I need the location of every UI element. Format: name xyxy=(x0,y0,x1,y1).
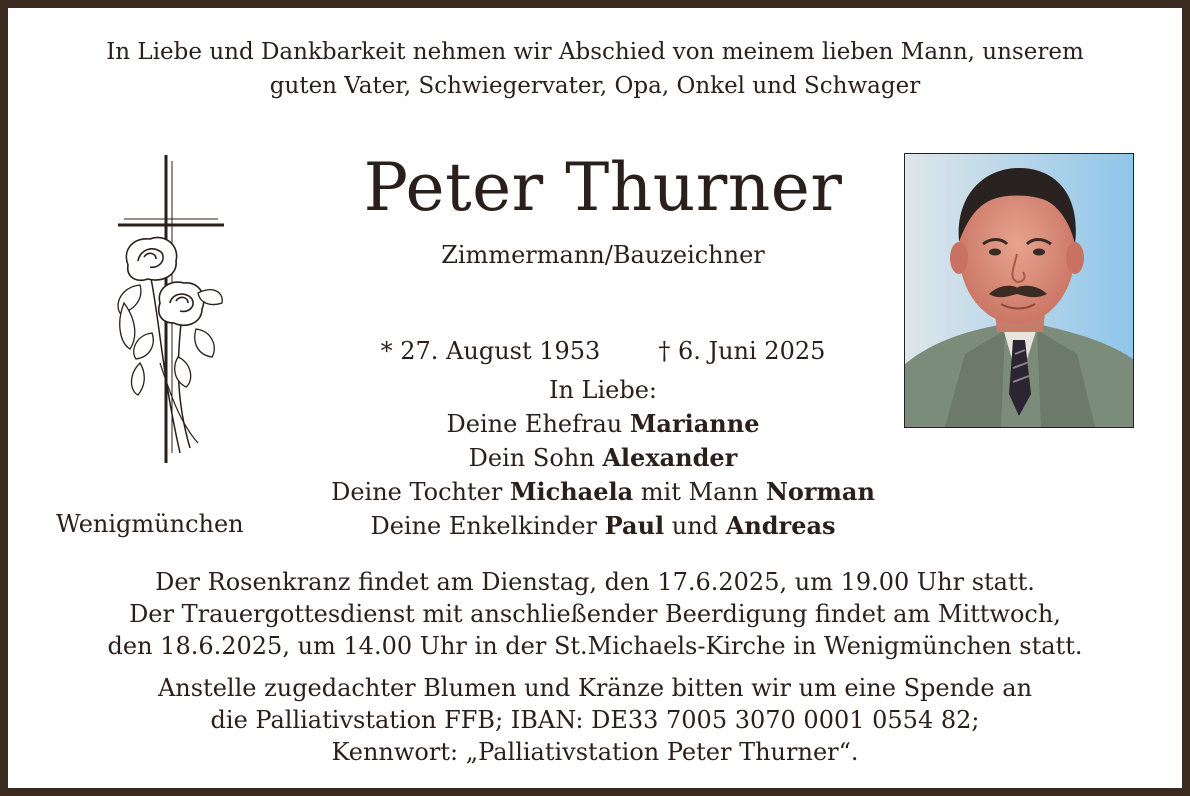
family-heading: In Liebe: xyxy=(548,376,658,404)
donation-notice xyxy=(8,672,1182,768)
birth-date: * 27. August 1953 xyxy=(380,337,601,365)
relative-name: Paul xyxy=(604,511,665,540)
death-date: † 6. Juni 2025 xyxy=(658,337,826,365)
donation-line: Kennwort: „Palliativstation Peter Thurner“. xyxy=(331,738,859,766)
service-details xyxy=(8,566,1182,662)
service-line: Der Trauergottesdienst mit anschließender Beerdigung findet am Mittwoch, xyxy=(129,600,1061,628)
service-line: Der Rosenkranz findet am Dienstag, den 17.6.2025, um 19.00 Uhr statt. xyxy=(155,568,1035,596)
family-list xyxy=(268,374,938,543)
relative-name: Alexander xyxy=(602,443,738,472)
relative-name: Michaela xyxy=(509,477,634,506)
family-row xyxy=(268,509,938,543)
relative-name: Andreas xyxy=(725,511,836,540)
donation-line: die Palliativstation FFB; IBAN: DE33 7005 3070 0001 0554 82; xyxy=(210,706,980,734)
family-row xyxy=(268,407,938,441)
intro-text xyxy=(8,35,1182,103)
cross-with-roses-icon xyxy=(100,153,230,473)
obituary-card xyxy=(8,8,1182,788)
family-row xyxy=(268,441,938,475)
intro-line: In Liebe und Dankbarkeit nehmen wir Abschied von meinem lieben Mann, unserem xyxy=(106,39,1084,65)
relative-name: Marianne xyxy=(629,409,760,438)
life-dates xyxy=(348,334,858,368)
relation-text: mit Mann xyxy=(633,478,766,506)
relation-text: Deine Ehefrau xyxy=(446,410,630,438)
portrait-photo-image xyxy=(905,154,1133,427)
relative-name: Norman xyxy=(765,477,875,506)
relation-text: und xyxy=(664,512,726,540)
deceased-profession: Zimmermann/Bauzeichner xyxy=(441,241,765,269)
relation-text: Deine Enkelkinder xyxy=(370,512,605,540)
intro-line: guten Vater, Schwiegervater, Opa, Onkel und Schwager xyxy=(269,73,921,99)
relation-text: Dein Sohn xyxy=(468,444,603,472)
deceased-name: Peter Thurner xyxy=(363,149,843,226)
place-name: Wenigmünchen xyxy=(56,510,244,538)
portrait-photo xyxy=(904,153,1134,428)
donation-line: Anstelle zugedachter Blumen und Kränze bitten wir um eine Spende an xyxy=(157,674,1033,702)
service-line: den 18.6.2025, um 14.00 Uhr in der St.Michaels-Kirche in Wenigmünchen statt. xyxy=(107,632,1083,660)
family-row xyxy=(268,475,938,509)
relation-text: Deine Tochter xyxy=(331,478,510,506)
